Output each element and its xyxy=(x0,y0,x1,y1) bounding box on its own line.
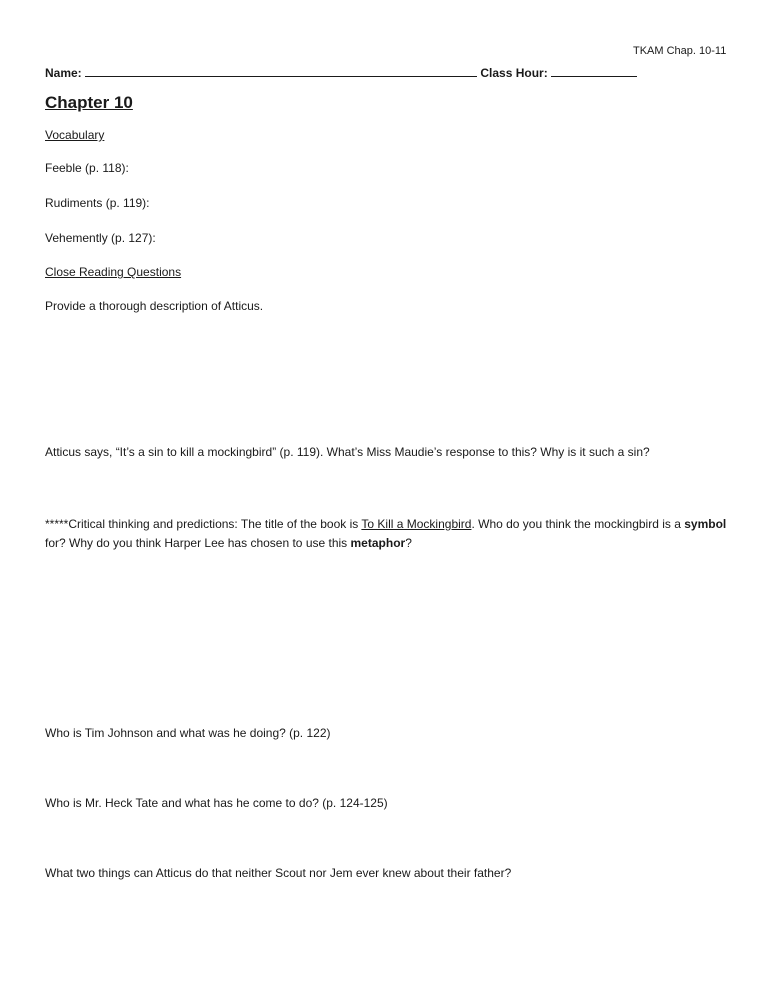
book-title: To Kill a Mockingbird xyxy=(361,517,472,531)
question-sin-mockingbird: Atticus says, “It’s a sin to kill a mockingbird” (p. 119). What’s Miss Maudie’s response to this? Why is it such a sin? xyxy=(45,445,650,459)
symbol-term: symbol xyxy=(684,517,727,531)
question-atticus-skills: What two things can Atticus do that neither Scout nor Jem ever knew about their father? xyxy=(45,866,512,880)
chapter-title: Chapter 10 xyxy=(45,93,133,112)
vocab-item-vehemently: Vehemently (p. 127): xyxy=(45,231,156,245)
q3-text-part1: *****Critical thinking and predictions: The title of the book is xyxy=(45,517,362,531)
class-hour-label: Class Hour: xyxy=(480,66,548,80)
document-tag: TKAM Chap. 10-11 xyxy=(633,45,727,57)
metaphor-term: metaphor xyxy=(350,536,406,550)
question-critical-thinking xyxy=(45,515,735,553)
name-label: Name: xyxy=(45,66,82,80)
question-tim-johnson: Who is Tim Johnson and what was he doing? (p. 122) xyxy=(45,726,331,740)
q3-text-part3: for? Why do you think Harper Lee has chosen to use this xyxy=(45,536,351,550)
class-hour-blank[interactable] xyxy=(551,64,637,77)
question-atticus-description: Provide a thorough description of Atticus. xyxy=(45,299,264,313)
question-heck-tate: Who is Mr. Heck Tate and what has he come to do? (p. 124-125) xyxy=(45,796,388,810)
name-class-line xyxy=(45,64,637,80)
q3-text-part4: ? xyxy=(405,536,412,550)
vocab-item-feeble: Feeble (p. 118): xyxy=(45,161,129,175)
vocabulary-heading: Vocabulary xyxy=(45,128,105,142)
vocab-item-rudiments: Rudiments (p. 119): xyxy=(45,196,150,210)
close-reading-heading: Close Reading Questions xyxy=(45,265,182,279)
name-blank[interactable] xyxy=(85,64,477,77)
q3-text-part2: . Who do you think the mockingbird is a xyxy=(471,517,685,531)
